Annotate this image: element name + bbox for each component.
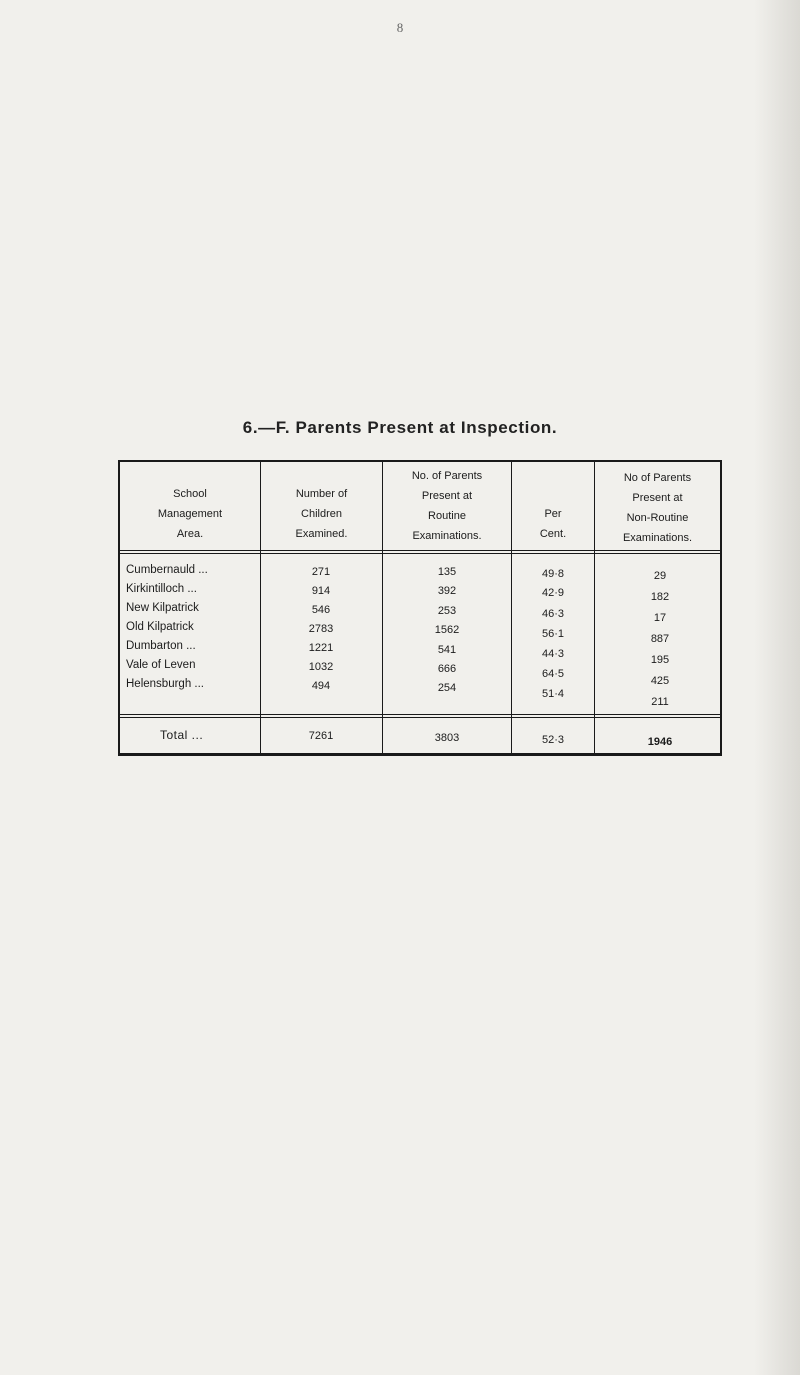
page-number: 8 (396, 20, 404, 35)
row-non-routine: 17 (653, 612, 667, 624)
row-percent: 56·1 (541, 628, 565, 640)
header-rule (120, 550, 720, 551)
row-children: 2783 (308, 623, 334, 635)
row-routine: 541 (437, 644, 457, 656)
total-routine: 3803 (434, 732, 460, 744)
row-children: 1032 (308, 661, 334, 673)
row-routine: 392 (437, 585, 457, 597)
row-routine: 135 (437, 566, 457, 578)
row-area: New Kilpatrick (126, 602, 199, 614)
row-non-routine: 195 (650, 654, 670, 666)
row-area: Dumbarton ... (126, 640, 196, 652)
top-rule (120, 460, 720, 462)
total-rule-double (120, 717, 720, 718)
row-routine: 1562 (434, 624, 460, 636)
row-children: 494 (311, 680, 331, 692)
parents-present-table (118, 460, 722, 755)
row-area: Kirkintilloch ... (126, 583, 197, 595)
row-area: Cumbernauld ... (126, 564, 208, 576)
total-label: Total ... (160, 728, 204, 742)
row-non-routine: 887 (650, 633, 670, 645)
table-title: 6.—F. Parents Present at Inspection. (242, 418, 558, 437)
row-routine: 666 (437, 663, 457, 675)
row-percent: 42·9 (541, 587, 565, 599)
header-school-area: School Management Area. (157, 488, 223, 540)
row-area: Helensburgh ... (126, 678, 204, 690)
row-percent: 46·3 (541, 608, 565, 620)
header-per-cent: Per Cent. (539, 508, 567, 540)
row-children: 1221 (308, 642, 334, 654)
row-percent: 51·4 (541, 688, 565, 700)
row-routine: 253 (437, 605, 457, 617)
row-percent: 64·5 (541, 668, 565, 680)
bottom-rule (118, 753, 722, 756)
row-non-routine: 29 (653, 570, 667, 582)
total-non-routine: 1946 (647, 736, 673, 748)
row-children: 914 (311, 585, 331, 597)
total-rule (120, 714, 720, 715)
row-area: Vale of Leven (126, 659, 196, 671)
header-children-examined: Number of Children Examined. (295, 488, 348, 540)
header-routine-parents: No. of Parents Present at Routine Examinations. (411, 470, 483, 542)
page-edge-shadow (754, 0, 800, 1375)
row-children: 271 (311, 566, 331, 578)
row-non-routine: 211 (651, 696, 669, 708)
row-area: Old Kilpatrick (126, 621, 194, 633)
total-children: 7261 (308, 730, 334, 742)
row-percent: 44·3 (541, 648, 565, 660)
row-non-routine: 425 (650, 675, 670, 687)
row-percent: 49·8 (541, 568, 565, 580)
header-rule-double (120, 553, 720, 554)
right-rule (720, 460, 722, 755)
row-non-routine: 182 (650, 591, 670, 603)
row-routine: 254 (437, 682, 457, 694)
total-percent: 52·3 (541, 734, 565, 746)
row-children: 546 (311, 604, 331, 616)
header-non-routine-parents: No of Parents Present at Non-Routine Examinations. (622, 472, 693, 544)
